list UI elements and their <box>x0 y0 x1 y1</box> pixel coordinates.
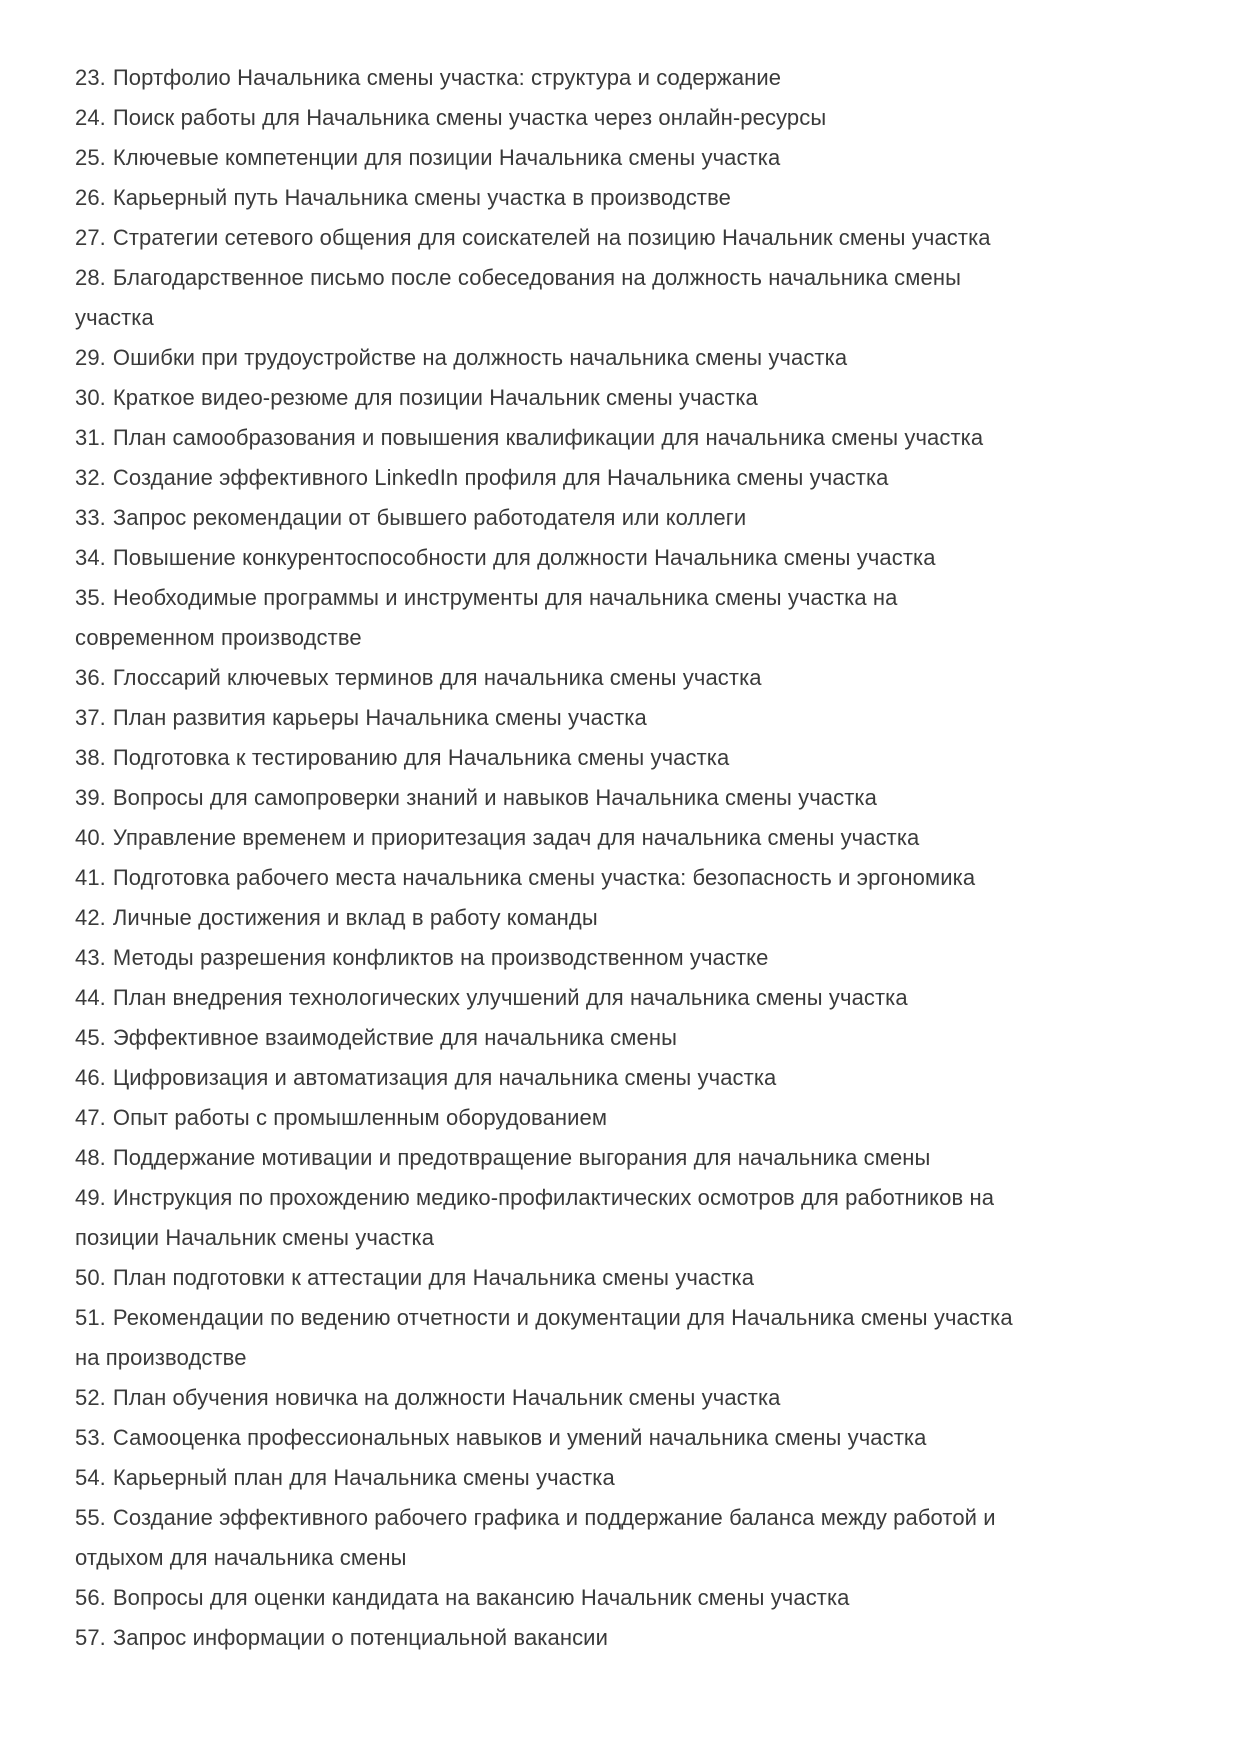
list-item-text: План обучения новичка на должности Начальник смены участка <box>112 1385 781 1410</box>
list-item-number: 47. <box>75 1105 106 1130</box>
list-item-43 <box>75 938 1175 978</box>
list-item-26 <box>75 178 1175 218</box>
list-item-text: Самооценка профессиональных навыков и умений начальника смены участка <box>112 1425 927 1450</box>
list-item-number: 45. <box>75 1025 106 1050</box>
list-item-number: 28. <box>75 265 106 290</box>
list-item-text: Портфолио Начальника смены участка: структура и содержание <box>112 65 782 90</box>
list-item-number: 30. <box>75 385 106 410</box>
list-item-text: Вопросы для оценки кандидата на вакансию Начальник смены участка <box>112 1585 850 1610</box>
list-item-number: 39. <box>75 785 106 810</box>
list-item-text: на производстве <box>75 1345 247 1370</box>
list-item-42 <box>75 898 1175 938</box>
list-item-text: Создание эффективного рабочего графика и поддержание баланса между работой и <box>112 1505 996 1530</box>
list-item-number: 54. <box>75 1465 106 1490</box>
list-item-text: Запрос рекомендации от бывшего работодателя или коллеги <box>112 505 747 530</box>
list-item-35 <box>75 578 1175 618</box>
list-item-text: Подготовка к тестированию для Начальника смены участка <box>112 745 730 770</box>
list-item-number: 29. <box>75 345 106 370</box>
list-item-text: Ошибки при трудоустройстве на должность начальника смены участка <box>112 345 848 370</box>
list-item-number: 51. <box>75 1305 106 1330</box>
list-item-35-continuation <box>75 618 1175 658</box>
list-item-number: 26. <box>75 185 106 210</box>
list-item-number: 43. <box>75 945 106 970</box>
list-item-text: Вопросы для самопроверки знаний и навыков Начальника смены участка <box>112 785 877 810</box>
list-item-31 <box>75 418 1175 458</box>
list-item-number: 24. <box>75 105 106 130</box>
list-item-53 <box>75 1418 1175 1458</box>
list-item-text: Подготовка рабочего места начальника смены участка: безопасность и эргономика <box>112 865 976 890</box>
list-item-text: Карьерный план для Начальника смены участка <box>112 1465 615 1490</box>
list-item-text: позиции Начальник смены участка <box>75 1225 435 1250</box>
list-item-text: Управление временем и приоритезация задач для начальника смены участка <box>112 825 920 850</box>
list-item-34 <box>75 538 1175 578</box>
list-item-text: Ключевые компетенции для позиции Начальника смены участка <box>112 145 781 170</box>
list-item-number: 32. <box>75 465 106 490</box>
list-item-51-continuation <box>75 1338 1175 1378</box>
list-item-text: Благодарственное письмо после собеседования на должность начальника смены <box>112 265 961 290</box>
list-item-number: 41. <box>75 865 106 890</box>
list-item-48 <box>75 1138 1175 1178</box>
list-item-text: Карьерный путь Начальника смены участка в производстве <box>112 185 731 210</box>
list-item-number: 55. <box>75 1505 106 1530</box>
list-item-number: 25. <box>75 145 106 170</box>
list-item-number: 37. <box>75 705 106 730</box>
list-item-text: План самообразования и повышения квалификации для начальника смены участка <box>112 425 984 450</box>
list-item-28 <box>75 258 1175 298</box>
list-item-text: отдыхом для начальника смены <box>75 1545 407 1570</box>
list-item-text: Повышение конкурентоспособности для должности Начальника смены участка <box>112 545 936 570</box>
list-item-52 <box>75 1378 1175 1418</box>
list-item-45 <box>75 1018 1175 1058</box>
list-item-text: Инструкция по прохождению медико-профилактических осмотров для работников на <box>112 1185 995 1210</box>
list-item-text: План внедрения технологических улучшений для начальника смены участка <box>112 985 908 1010</box>
list-item-39 <box>75 778 1175 818</box>
list-item-number: 33. <box>75 505 106 530</box>
list-item-55 <box>75 1498 1175 1538</box>
list-item-text: План развития карьеры Начальника смены участка <box>112 705 647 730</box>
list-item-57 <box>75 1618 1175 1658</box>
list-item-number: 27. <box>75 225 106 250</box>
list-item-49 <box>75 1178 1175 1218</box>
list-item-number: 35. <box>75 585 106 610</box>
list-item-25 <box>75 138 1175 178</box>
numbered-list-document <box>75 58 1175 1658</box>
list-item-number: 49. <box>75 1185 106 1210</box>
list-item-text: Глоссарий ключевых терминов для начальника смены участка <box>112 665 762 690</box>
list-item-number: 34. <box>75 545 106 570</box>
list-item-49-continuation <box>75 1218 1175 1258</box>
list-item-32 <box>75 458 1175 498</box>
list-item-40 <box>75 818 1175 858</box>
list-item-text: Опыт работы с промышленным оборудованием <box>112 1105 608 1130</box>
list-item-23 <box>75 58 1175 98</box>
list-item-text: Стратегии сетевого общения для соискателей на позицию Начальник смены участка <box>112 225 991 250</box>
list-item-38 <box>75 738 1175 778</box>
list-item-number: 56. <box>75 1585 106 1610</box>
list-item-36 <box>75 658 1175 698</box>
list-item-number: 23. <box>75 65 106 90</box>
list-item-number: 50. <box>75 1265 106 1290</box>
list-item-56 <box>75 1578 1175 1618</box>
list-item-number: 52. <box>75 1385 106 1410</box>
list-item-33 <box>75 498 1175 538</box>
list-item-text: Создание эффективного LinkedIn профиля для Начальника смены участка <box>112 465 889 490</box>
list-item-number: 57. <box>75 1625 106 1650</box>
list-item-text: План подготовки к аттестации для Начальника смены участка <box>112 1265 755 1290</box>
list-item-44 <box>75 978 1175 1018</box>
list-item-47 <box>75 1098 1175 1138</box>
list-item-text: Эффективное взаимодействие для начальника смены <box>112 1025 678 1050</box>
list-item-number: 31. <box>75 425 106 450</box>
list-item-54 <box>75 1458 1175 1498</box>
list-item-46 <box>75 1058 1175 1098</box>
list-item-55-continuation <box>75 1538 1175 1578</box>
list-item-text: Личные достижения и вклад в работу команды <box>112 905 598 930</box>
list-item-number: 38. <box>75 745 106 770</box>
list-item-number: 44. <box>75 985 106 1010</box>
list-item-text: Запрос информации о потенциальной вакансии <box>112 1625 608 1650</box>
list-item-text: Цифровизация и автоматизация для начальника смены участка <box>112 1065 777 1090</box>
list-item-text: современном производстве <box>75 625 362 650</box>
list-item-number: 42. <box>75 905 106 930</box>
list-item-text: Поиск работы для Начальника смены участка через онлайн-ресурсы <box>112 105 827 130</box>
list-item-27 <box>75 218 1175 258</box>
list-item-text: Необходимые программы и инструменты для начальника смены участка на <box>112 585 898 610</box>
list-item-number: 48. <box>75 1145 106 1170</box>
list-item-37 <box>75 698 1175 738</box>
list-item-50 <box>75 1258 1175 1298</box>
list-item-number: 46. <box>75 1065 106 1090</box>
list-item-number: 36. <box>75 665 106 690</box>
list-item-text: Рекомендации по ведению отчетности и документации для Начальника смены участка <box>112 1305 1013 1330</box>
list-item-29 <box>75 338 1175 378</box>
list-item-24 <box>75 98 1175 138</box>
list-item-30 <box>75 378 1175 418</box>
list-item-text: Поддержание мотивации и предотвращение выгорания для начальника смены <box>112 1145 931 1170</box>
list-item-28-continuation <box>75 298 1175 338</box>
list-item-text: Краткое видео-резюме для позиции Начальник смены участка <box>112 385 758 410</box>
list-item-text: Методы разрешения конфликтов на производственном участке <box>112 945 769 970</box>
list-item-number: 40. <box>75 825 106 850</box>
list-item-text: участка <box>75 305 154 330</box>
list-item-51 <box>75 1298 1175 1338</box>
list-item-41 <box>75 858 1175 898</box>
list-item-number: 53. <box>75 1425 106 1450</box>
